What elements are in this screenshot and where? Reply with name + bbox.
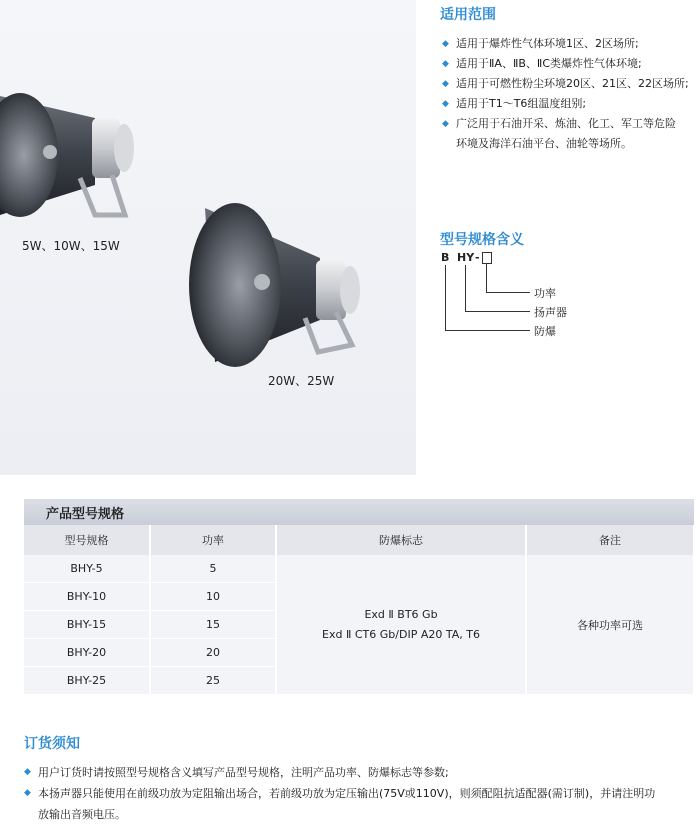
- code-placeholder-box: [482, 252, 492, 264]
- ex-marking-line2: Exd Ⅱ CT6 Gb/DIP A20 TA, T6: [322, 627, 480, 641]
- scope-item: ◆ 广泛用于石油开采、炼油、化工、军工等危险: [442, 114, 700, 134]
- ordering-item: ◆ 本扬声器只能使用在前级功放为定阻输出场合，若前级功放为定压输出(75V或110V)，则须配阻抗适配器(需订制)，并请注明功: [24, 783, 696, 804]
- scope-item: ◆ 适用于ⅡA、ⅡB、ⅡC类爆炸性气体环境;: [442, 54, 700, 74]
- header-remark: 备注: [526, 525, 694, 555]
- cell-power: 5: [150, 555, 276, 583]
- code-dash: -: [475, 251, 480, 264]
- product-photo-panel: [0, 0, 416, 475]
- large-horn-speaker: [189, 203, 360, 367]
- cell-remark: 各种功率可选: [526, 555, 694, 695]
- ordering-item-continuation: 放输出音频电压。: [38, 808, 126, 821]
- leader-line: [486, 264, 487, 292]
- header-model: 型号规格: [24, 525, 150, 555]
- ex-marking-line1: Exd Ⅱ BT6 Gb: [364, 607, 438, 621]
- label-speaker: 扬声器: [534, 306, 567, 319]
- table-row: [24, 555, 694, 583]
- header-ex-marking: 防爆标志: [276, 525, 526, 555]
- leader-line: [445, 265, 446, 330]
- scope-list: [442, 34, 700, 154]
- scope-item-continuation: 环境及海洋石油平台、油轮等场所。: [456, 137, 632, 150]
- cell-power: 15: [150, 611, 276, 639]
- cell-model: BHY-5: [24, 555, 150, 583]
- leader-line: [465, 311, 530, 312]
- cell-model: BHY-25: [24, 667, 150, 695]
- model-meaning-title: 型号规格含义: [440, 232, 524, 248]
- leader-line: [445, 330, 530, 331]
- cell-ex-marking: [276, 555, 526, 695]
- label-explosion-proof: 防爆: [534, 325, 556, 338]
- small-horn-speaker: [0, 93, 134, 217]
- cell-model: BHY-20: [24, 639, 150, 667]
- scope-item: ◆ 适用于T1～T6组温度组别;: [442, 94, 700, 114]
- leader-line: [486, 292, 530, 293]
- cell-model: BHY-15: [24, 611, 150, 639]
- leader-line: [465, 265, 466, 311]
- code-letter-b: B: [441, 251, 450, 264]
- spec-table: [24, 525, 695, 695]
- spec-table-title-bar: [24, 499, 694, 525]
- cell-power: 10: [150, 583, 276, 611]
- large-speaker-caption: 20W、25W: [268, 374, 335, 388]
- small-speaker-caption: 5W、10W、15W: [22, 239, 120, 253]
- scope-item: ◆ 适用于爆炸性气体环境1区、2区场所;: [442, 34, 700, 54]
- cell-model: BHY-10: [24, 583, 150, 611]
- cell-power: 20: [150, 639, 276, 667]
- code-letter-hy: HY: [457, 251, 475, 264]
- table-header-row: [24, 525, 694, 555]
- cell-power: 25: [150, 667, 276, 695]
- label-power: 功率: [534, 287, 556, 300]
- spec-table-title: 产品型号规格: [46, 507, 125, 522]
- ordering-item: ◆ 用户订货时请按照型号规格含义填写产品型号规格，注明产品功率、防爆标志等参数;: [24, 762, 696, 783]
- header-power: 功率: [150, 525, 276, 555]
- ordering-list: [24, 762, 696, 825]
- scope-title: 适用范围: [440, 7, 496, 23]
- ordering-title: 订货须知: [24, 736, 80, 752]
- scope-item: ◆ 适用于可燃性粉尘环境20区、21区、22区场所;: [442, 74, 700, 94]
